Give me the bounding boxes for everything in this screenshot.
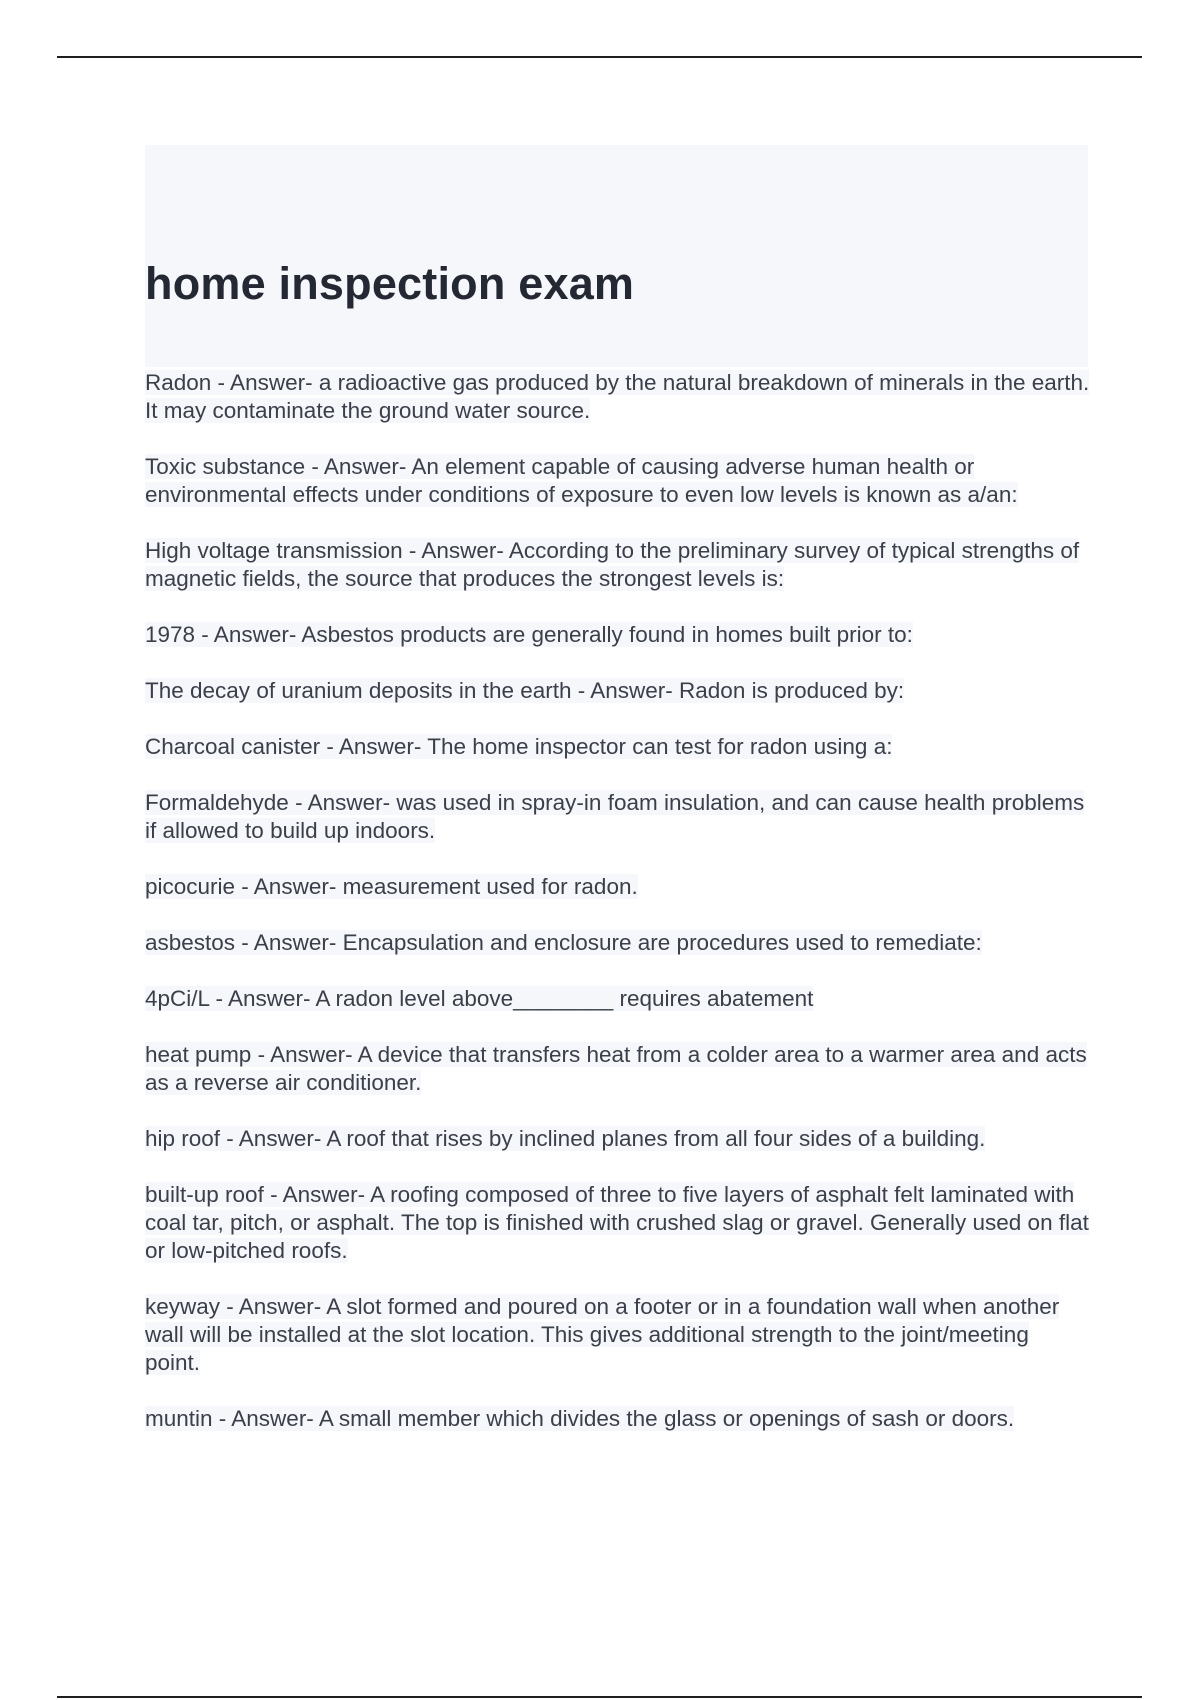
qa-text: hip roof - Answer- A roof that rises by inclined planes from all four sides of a building.	[145, 1126, 986, 1151]
bottom-rule	[57, 1696, 1142, 1698]
qa-text: Charcoal canister - Answer- The home inspector can test for radon using a:	[145, 734, 893, 759]
qa-text: The decay of uranium deposits in the earth - Answer- Radon is produced by:	[145, 678, 905, 703]
qa-item-radon-level	[145, 985, 1090, 1013]
qa-text: 4pCi/L - Answer- A radon level above________ requires abatement	[145, 986, 814, 1011]
qa-text: Toxic substance - Answer- An element capable of causing adverse human health or environmental effects under conditions of exposure to even low levels is known as a/an:	[145, 454, 1018, 507]
qa-item-muntin	[145, 1405, 1090, 1433]
qa-item-keyway	[145, 1293, 1090, 1377]
qa-item-asbestos	[145, 929, 1090, 957]
qa-text: Radon - Answer- a radioactive gas produced by the natural breakdown of minerals in the earth. It may contaminate the ground water source.	[145, 370, 1090, 423]
qa-item-uranium-decay	[145, 677, 1090, 705]
qa-item-charcoal-canister	[145, 733, 1090, 761]
qa-text: picocurie - Answer- measurement used for radon.	[145, 874, 638, 899]
qa-item-hip-roof	[145, 1125, 1090, 1153]
qa-item-formaldehyde	[145, 789, 1090, 845]
document-title: home inspection exam	[145, 258, 635, 309]
qa-text: heat pump - Answer- A device that transfers heat from a colder area to a warmer area and acts as a reverse air conditioner.	[145, 1042, 1087, 1095]
qa-item-1978	[145, 621, 1090, 649]
qa-text: 1978 - Answer- Asbestos products are generally found in homes built prior to:	[145, 622, 913, 647]
qa-text: keyway - Answer- A slot formed and poured on a footer or in a foundation wall when another wall will be installed at the slot location. This gives additional strength to the joint/meeting point.	[145, 1294, 1060, 1375]
qa-text: built-up roof - Answer- A roofing composed of three to five layers of asphalt felt laminated with coal tar, pitch, or asphalt. The top is finished with crushed slag or gravel. Generally used on flat or low-pitched roofs.	[145, 1182, 1089, 1263]
qa-text: Formaldehyde - Answer- was used in spray-in foam insulation, and can cause health problems if allowed to build up indoors.	[145, 790, 1085, 843]
qa-item-high-voltage	[145, 537, 1090, 593]
qa-item-heat-pump	[145, 1041, 1090, 1097]
qa-item-picocurie	[145, 873, 1090, 901]
qa-item-toxic-substance	[145, 453, 1090, 509]
qa-list	[145, 369, 1090, 1461]
qa-item-built-up-roof	[145, 1181, 1090, 1265]
top-rule	[57, 56, 1142, 58]
qa-item-radon	[145, 369, 1090, 425]
qa-text: muntin - Answer- A small member which divides the glass or openings of sash or doors.	[145, 1406, 1015, 1431]
qa-text: High voltage transmission - Answer- According to the preliminary survey of typical strengths of magnetic fields, the source that produces the strongest levels is:	[145, 538, 1080, 591]
qa-text: asbestos - Answer- Encapsulation and enclosure are procedures used to remediate:	[145, 930, 982, 955]
